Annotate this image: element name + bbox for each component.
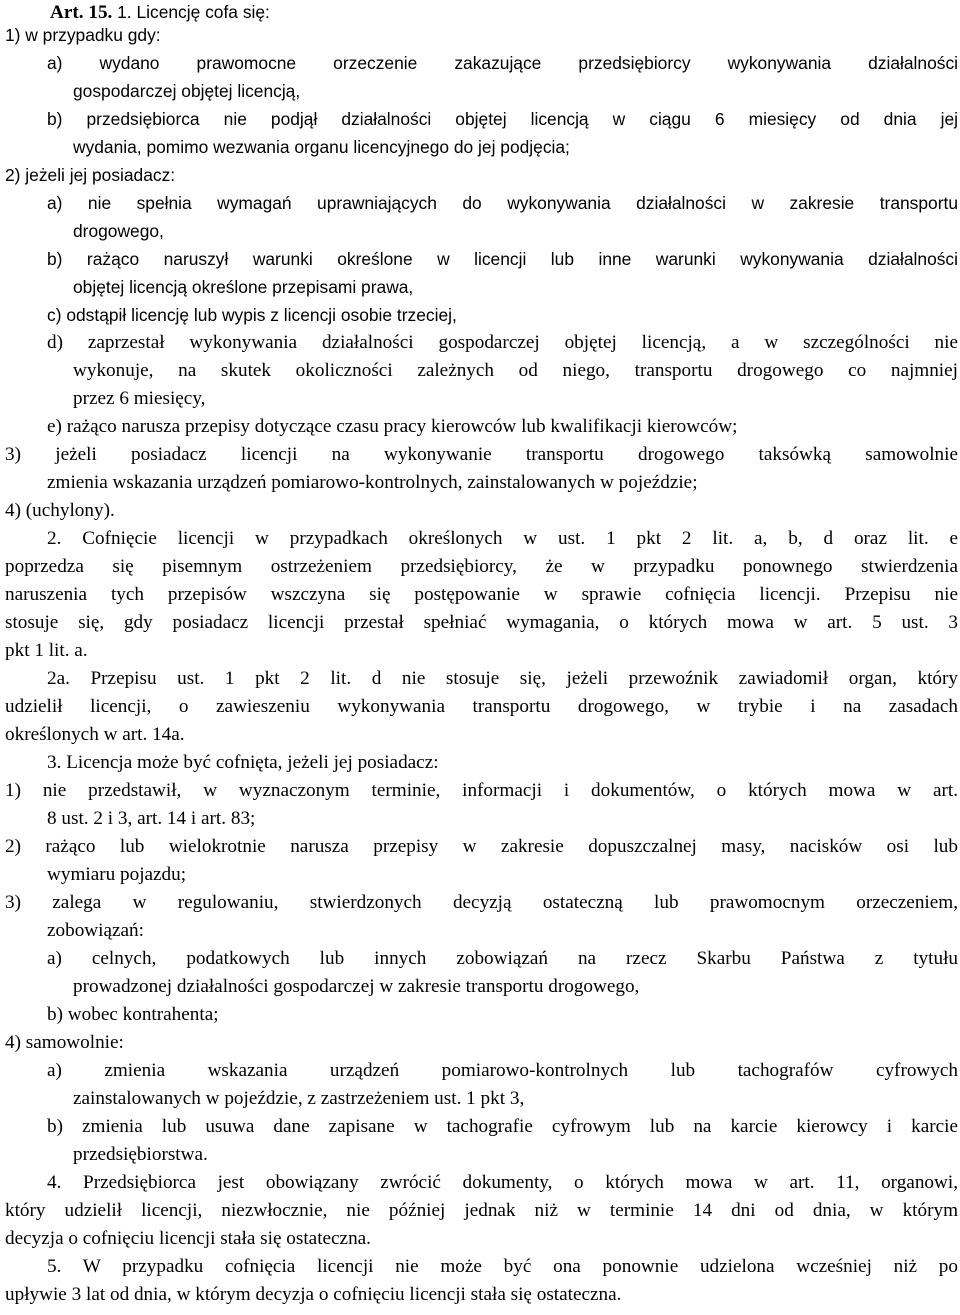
document-line: gospodarczej objętej licencją, <box>73 81 301 101</box>
document-line: zainstalowanych w pojeździe, z zastrzeżeniem ust. 1 pkt 3, <box>73 1088 525 1109</box>
document-line: upływie 3 lat od dnia, w którym decyzja o cofnięciu licencji stała się ostateczna. <box>5 1284 622 1305</box>
document-line: określonych w art. 14a. <box>5 724 185 745</box>
document-line: a) wydano prawomocne orzeczenie zakazujące przedsiębiorcy wykonywania działalności <box>47 53 958 73</box>
document-line: a) nie spełnia wymagań uprawniających do wykonywania działalności w zakresie transportu <box>47 193 958 213</box>
document-line: 2) jeżeli jej posiadacz: <box>5 165 176 185</box>
document-line: 4) samowolnie: <box>5 1032 124 1053</box>
document-line: objętej licencją określone przepisami prawa, <box>73 277 414 297</box>
document-line: 3. Licencja może być cofnięta, jeżeli jej posiadacz: <box>47 752 439 773</box>
document-line: b) rażąco naruszył warunki określone w licencji lub inne warunki wykonywania działalności <box>47 249 958 269</box>
document-line: b) przedsiębiorca nie podjął działalności objętej licencją w ciągu 6 miesięcy od dnia jej <box>47 109 958 129</box>
document-line: pkt 1 lit. a. <box>5 640 88 661</box>
document-line: c) odstąpił licencję lub wypis z licencji osobie trzeciej, <box>47 305 457 325</box>
article-heading: Art. 15. <box>50 2 113 23</box>
document-line: 2a. Przepisu ust. 1 pkt 2 lit. d nie stosuje się, jeżeli przewoźnik zawiadomił organ, który <box>47 668 958 689</box>
document-line: a) zmienia wskazania urządzeń pomiarowo-kontrolnych lub tachografów cyfrowych <box>47 1060 958 1081</box>
document-line: b) wobec kontrahenta; <box>47 1004 219 1025</box>
document-line: wykonuje, na skutek okoliczności zależnych od niego, transportu drogowego co najmniej <box>73 360 958 381</box>
document-line: b) zmienia lub usuwa dane zapisane w tachografie cyfrowym lub na karcie kierowcy i karcie <box>47 1116 958 1137</box>
document-line: udzielił licencji, o zawieszeniu wykonywania transportu drogowego, w trybie i na zasadach <box>5 696 958 717</box>
document-line: 4) (uchylony). <box>5 500 115 521</box>
document-line: poprzedza się pisemnym ostrzeżeniem przedsiębiorcy, że w przypadku ponownego stwierdzenia <box>5 556 958 577</box>
document-line: stosuje się, gdy posiadacz licencji przestał spełniać wymagania, o których mowa w art. 5 ust. 3 <box>5 612 958 633</box>
document-line: 2. Cofnięcie licencji w przypadkach określonych w ust. 1 pkt 2 lit. a, b, d oraz lit. e <box>47 528 958 549</box>
document-line: 3) jeżeli posiadacz licencji na wykonywanie transportu drogowego taksówką samowolnie <box>5 444 958 465</box>
document-line: wydania, pomimo wezwania organu licencyjnego do jej podjęcia; <box>73 137 570 157</box>
document-line: 2) rażąco lub wielokrotnie narusza przepisy w zakresie dopuszczalnej masy, nacisków osi lub <box>5 836 958 857</box>
document-line: d) zaprzestał wykonywania działalności gospodarczej objętej licencją, a w szczególności nie <box>47 332 958 353</box>
document-line: 4. Przedsiębiorca jest obowiązany zwrócić dokumenty, o których mowa w art. 11, organowi, <box>47 1172 958 1193</box>
document-line: a) celnych, podatkowych lub innych zobowiązań na rzecz Skarbu Państwa z tytułu <box>47 948 958 969</box>
document-line: decyzja o cofnięciu licencji stała się ostateczna. <box>5 1228 371 1249</box>
document-line: 1. Licencję cofa się: <box>117 2 270 22</box>
document-line: przez 6 miesięcy, <box>73 388 206 409</box>
document-line: wymiaru pojazdu; <box>47 864 187 885</box>
document-line: 1) w przypadku gdy: <box>5 25 161 45</box>
document-line: naruszenia tych przepisów wszczyna się postępowanie w sprawie cofnięcia licencji. Przepisu nie <box>5 584 958 605</box>
document-line: zobowiązań: <box>47 920 144 941</box>
document-line: 5. W przypadku cofnięcia licencji nie może być ona ponownie udzielona wcześniej niż po <box>47 1256 958 1277</box>
document-line: zmienia wskazania urządzeń pomiarowo-kontrolnych, zainstalowanych w pojeździe; <box>47 472 698 493</box>
document-line: 3) zalega w regulowaniu, stwierdzonych decyzją ostateczną lub prawomocnym orzeczeniem, <box>5 892 958 913</box>
document-line: przedsiębiorstwa. <box>73 1144 208 1165</box>
document-line: 1) nie przedstawił, w wyznaczonym terminie, informacji i dokumentów, o których mowa w art. <box>5 780 958 801</box>
document-line: e) rażąco narusza przepisy dotyczące czasu pracy kierowców lub kwalifikacji kierowców; <box>47 416 738 437</box>
document-line: prowadzonej działalności gospodarczej w zakresie transportu drogowego, <box>73 976 640 997</box>
document-line: 8 ust. 2 i 3, art. 14 i art. 83; <box>47 808 256 829</box>
document-line: drogowego, <box>73 221 164 241</box>
document-line: który udzielił licencji, niezwłocznie, nie później jednak niż w terminie 14 dni od dnia, w którym <box>5 1200 958 1221</box>
